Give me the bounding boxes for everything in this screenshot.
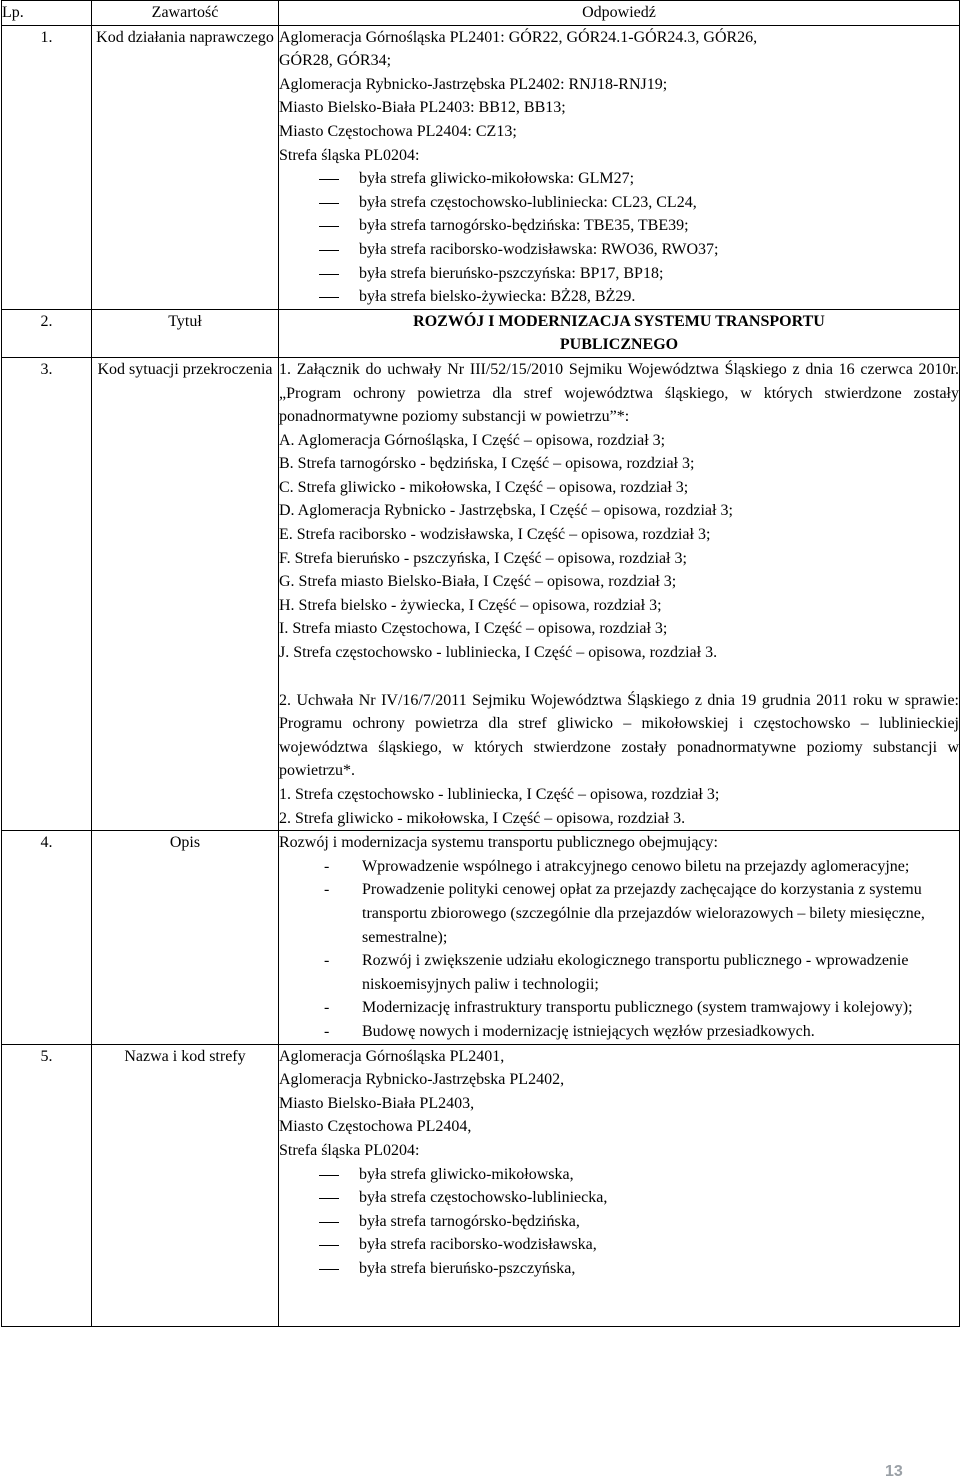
title-line: PUBLICZNEGO [559, 336, 679, 354]
list-item: G. Strefa miasto Bielsko-Biała, I Część – opisowa, rozdział 3; [279, 573, 677, 591]
list-item: A. Aglomeracja Górnośląska, I Część – opisowa, rozdział 3; [279, 431, 666, 449]
list-item: była strefa raciborsko-wodzisławska: RWO36, RWO37; [279, 238, 959, 262]
spacer [279, 665, 959, 689]
row-number: 1. [2, 25, 92, 309]
header-content: Zawartość [92, 1, 279, 26]
list-item: była strefa gliwicko-mikołowska: GLM27; [279, 167, 959, 191]
list-item: była strefa tarnogórsko-będzińska: TBE35, TBE39; [279, 214, 959, 238]
list-item: B. Strefa tarnogórsko - będzińska, I Część – opisowa, rozdział 3; [279, 455, 695, 473]
list-item: była strefa bielsko-żywiecka: BŻ28, BŻ29. [279, 285, 959, 309]
row-number: 4. [2, 831, 92, 1044]
table-row [2, 25, 960, 309]
paragraph: 2. Uchwała Nr IV/16/7/2011 Sejmiku Województwa Śląskiego z dnia 19 grudnia 2011 roku w sprawie: Programu ochrony powietrza dla stref gliwicko – mikołowskiej i częstochowsko – lublinieckiej województwa śląskiego, w których stwierdzone zostały ponadnormatywne poziomy substancji w powietrzu*. [279, 691, 959, 780]
row-answer [279, 1044, 960, 1327]
text-line: Aglomeracja Rybnicko-Jastrzębska PL2402, [279, 1071, 565, 1089]
text-line: Miasto Bielsko-Biała PL2403, [279, 1094, 475, 1112]
row-answer [279, 831, 960, 1044]
table-header-row [2, 1, 960, 26]
list-item: była strefa częstochowsko-lubliniecka, [279, 1186, 959, 1210]
list-item: H. Strefa bielsko - żywiecka, I Część – opisowa, rozdział 3; [279, 596, 662, 614]
title-line: ROZWÓJ I MODERNIZACJA SYSTEMU TRANSPORTU [413, 312, 825, 330]
list-item: - Wprowadzenie wspólnego i atrakcyjnego cenowo biletu na przejazdy aglomeracyjne; [279, 855, 959, 879]
list-item: - Prowadzenie polityki cenowej opłat za przejazdy zachęcające do korzystania z systemu transportu zbiorowego (szczególnie dla przejazdów wielorazowych – bilety miesięczne, semestralne); [279, 878, 959, 949]
list-item: była strefa raciborsko-wodzisławska, [279, 1233, 959, 1257]
header-lp: Lp. [2, 1, 92, 26]
list-item: - Budowę nowych i modernizację istniejących węzłów przesiadkowych. [279, 1020, 959, 1044]
list-item: J. Strefa częstochowsko - lubliniecka, I Część – opisowa, rozdział 3. [279, 644, 718, 662]
paragraph: 1. Załącznik do uchwały Nr III/52/15/2010 Sejmiku Województwa Śląskiego z dnia 16 czerwca 2010r. „Program ochrony powietrza dla stref województwa śląskiego, w których stwierdzone zostały ponadnormatywne poziomy substancji w powietrzu”*: [279, 360, 959, 426]
row-answer [279, 25, 960, 309]
list-item: I. Strefa miasto Częstochowa, I Część – opisowa, rozdział 3; [279, 620, 668, 638]
list-item: była strefa tarnogórsko-będzińska, [279, 1210, 959, 1234]
text-line: Aglomeracja Rybnicko-Jastrzębska PL2402: RNJ18-RNJ19; [279, 75, 668, 93]
list-item: F. Strefa bieruńsko - pszczyńska, I Część – opisowa, rozdział 3; [279, 549, 687, 567]
list-item: - Modernizację infrastruktury transportu publicznego (system tramwajowy i kolejowy); [279, 996, 959, 1020]
measures-table [1, 0, 960, 1327]
table-row [2, 357, 960, 830]
text-line: GÓR28, GÓR34; [279, 52, 392, 70]
header-answer: Odpowiedź [279, 1, 960, 26]
page-number: 13 [885, 1463, 903, 1480]
list-item: była strefa gliwicko-mikołowska, [279, 1163, 959, 1187]
row-number: 2. [2, 309, 92, 357]
row-number: 5. [2, 1044, 92, 1327]
text-line: Strefa śląska PL0204: [279, 146, 420, 164]
text-line: Aglomeracja Górnośląska PL2401, [279, 1047, 505, 1065]
text-line: Miasto Częstochowa PL2404, [279, 1118, 472, 1136]
row-number: 3. [2, 357, 92, 830]
table-row [2, 309, 960, 357]
list-item: E. Strefa raciborsko - wodzisławska, I Część – opisowa, rozdział 3; [279, 526, 711, 544]
row-answer [279, 357, 960, 830]
text-line: Miasto Częstochowa PL2404: CZ13; [279, 122, 517, 140]
list-item: 2. Strefa gliwicko - mikołowska, I Część – opisowa, rozdział 3. [279, 809, 686, 827]
table-row [2, 831, 960, 1044]
table-row [2, 1044, 960, 1327]
row-label: Kod działania naprawczego [92, 25, 279, 309]
text-line: Aglomeracja Górnośląska PL2401: GÓR22, GÓR24.1-GÓR24.3, GÓR26, [279, 28, 758, 46]
row-label: Kod sytuacji przekroczenia [92, 357, 279, 830]
list-item: 1. Strefa częstochowsko - lubliniecka, I Część – opisowa, rozdział 3; [279, 786, 720, 803]
text-line: Rozwój i modernizacja systemu transportu publicznego obejmujący: [279, 834, 718, 852]
row-answer [279, 309, 960, 357]
list-item: była strefa częstochowsko-lubliniecka: CL23, CL24, [279, 191, 959, 215]
list-item: była strefa bieruńsko-pszczyńska, [279, 1257, 959, 1281]
text-line: Miasto Bielsko-Biała PL2403: BB12, BB13; [279, 99, 566, 117]
text-line: Strefa śląska PL0204: [279, 1141, 420, 1159]
row-label: Tytuł [92, 309, 279, 357]
row-label: Nazwa i kod strefy [92, 1044, 279, 1327]
list-item: D. Aglomeracja Rybnicko - Jastrzębska, I Część – opisowa, rozdział 3; [279, 502, 733, 520]
list-item: była strefa bieruńsko-pszczyńska: BP17, BP18; [279, 262, 959, 286]
list-item: - Rozwój i zwiększenie udziału ekologicznego transportu publicznego - wprowadzenie niskoemisyjnych paliw i technologii; [279, 949, 959, 996]
list-item: C. Strefa gliwicko - mikołowska, I Część – opisowa, rozdział 3; [279, 478, 689, 496]
row-label: Opis [92, 831, 279, 1044]
